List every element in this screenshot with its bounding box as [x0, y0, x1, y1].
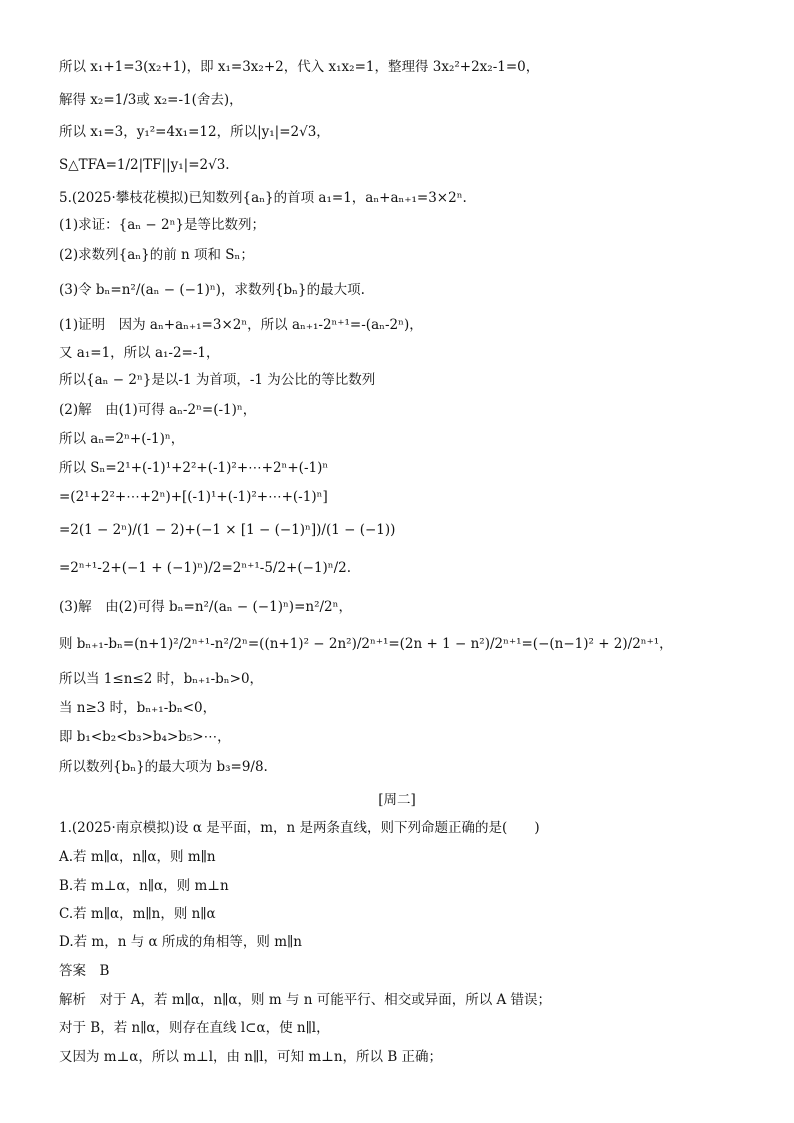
text-line: 所以当 1≤n≤2 时，bₙ₊₁-bₙ>0，	[59, 671, 264, 687]
text-line: (1)证明 因为 aₙ+aₙ₊₁=3×2ⁿ，所以 aₙ₊₁-2ⁿ⁺¹=-(aₙ-2ⁿ)，	[59, 317, 423, 333]
text-line: 解得 x₂=1/3或 x₂=-1(舍去)，	[59, 92, 243, 108]
text-line: 则 bₙ₊₁-bₙ=(n+1)²/2ⁿ⁺¹-n²/2ⁿ=((n+1)² − 2n²)/2ⁿ⁺¹=(2n + 1 − n²)/2ⁿ⁺¹=(−(n−1)² + 2)/2ⁿ⁺¹，	[59, 636, 673, 652]
text-line: 所以 x₁=3，y₁²=4x₁=12，所以|y₁|=2√3，	[59, 124, 330, 140]
text-line: (3)解 由(2)可得 bₙ=n²/(aₙ − (−1)ⁿ)=n²/2ⁿ，	[59, 599, 352, 615]
text-line: (1)求证：{aₙ − 2ⁿ}是等比数列；	[59, 217, 266, 233]
text-line: 又因为 m⊥α，所以 m⊥l，由 n∥l，可知 m⊥n，所以 B 正确；	[59, 1049, 443, 1065]
text-line: 即 b₁<b₂<b₃>b₄>b₅>⋯，	[59, 729, 231, 745]
text-line: 对于 B，若 n∥α，则存在直线 l⊂α，使 n∥l，	[59, 1020, 330, 1036]
text-line: (2)解 由(1)可得 aₙ-2ⁿ=(-1)ⁿ，	[59, 402, 257, 418]
text-line: (2)求数列{aₙ}的前 n 项和 Sₙ；	[59, 247, 254, 263]
text-line: 又 a₁=1，所以 a₁-2=-1，	[59, 345, 220, 361]
text-line: 当 n≥3 时，bₙ₊₁-bₙ<0，	[59, 700, 217, 716]
text-line: C.若 m∥α，m∥n，则 n∥α	[59, 906, 216, 922]
text-line: 所以 Sₙ=2¹+(-1)¹+2²+(-1)²+⋯+2ⁿ+(-1)ⁿ	[59, 460, 329, 476]
text-line: 答案 B	[59, 963, 110, 979]
text-line: 1.(2025·南京模拟)设 α 是平面，m，n 是两条直线，则下列命题正确的是( )	[59, 820, 540, 836]
text-line: 解析 对于 A，若 m∥α，n∥α，则 m 与 n 可能平行、相交或异面，所以 A 错误；	[59, 992, 552, 1008]
text-line: =2(1 − 2ⁿ)/(1 − 2)+(−1 × [1 − (−1)ⁿ])/(1 − (−1))	[59, 522, 396, 538]
text-line: 所以{aₙ − 2ⁿ}是以-1 为首项，-1 为公比的等比数列	[59, 372, 376, 388]
text-line: 5.(2025·攀枝花模拟)已知数列{aₙ}的首项 a₁=1，aₙ+aₙ₊₁=3×2ⁿ.	[59, 190, 467, 206]
text-line: (3)令 bₙ=n²/(aₙ − (−1)ⁿ)，求数列{bₙ}的最大项.	[59, 282, 365, 298]
text-line: S△TFA=1/2|TF||y₁|=2√3.	[59, 157, 230, 173]
text-line: 所以数列{bₙ}的最大项为 b₃=9/8.	[59, 759, 268, 775]
text-line: =(2¹+2²+⋯+2ⁿ)+[(-1)¹+(-1)²+⋯+(-1)ⁿ]	[59, 489, 328, 505]
text-line: D.若 m，n 与 α 所成的角相等，则 m∥n	[59, 934, 302, 950]
text-line: A.若 m∥α，n∥α，则 m∥n	[59, 849, 216, 865]
text-line: =2ⁿ⁺¹-2+(−1 + (−1)ⁿ)/2=2ⁿ⁺¹-5/2+(−1)ⁿ/2.	[59, 560, 352, 576]
section-header: [周二]	[378, 792, 416, 808]
text-line: 所以 x₁+1=3(x₂+1)，即 x₁=3x₂+2，代入 x₁x₂=1，整理得 3x₂²+2x₂-1=0，	[59, 59, 540, 75]
text-line: B.若 m⊥α，n∥α，则 m⊥n	[59, 878, 229, 894]
text-line: 所以 aₙ=2ⁿ+(-1)ⁿ，	[59, 431, 185, 447]
